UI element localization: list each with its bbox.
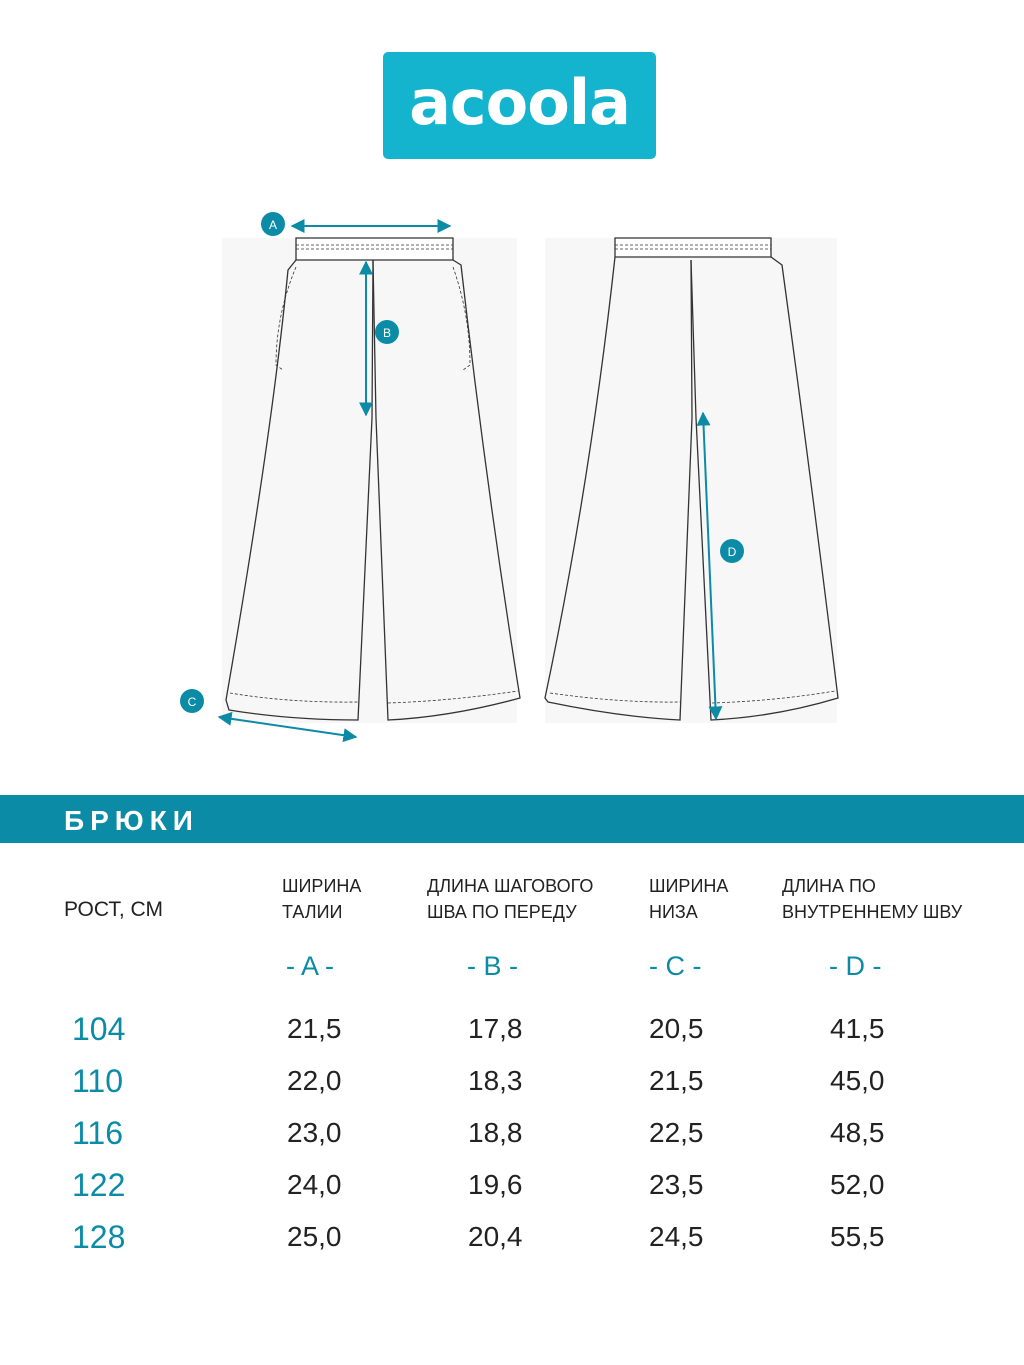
col-letter-a: - A - xyxy=(286,951,335,981)
table-row-height: 122 xyxy=(72,1167,126,1203)
col-header-a xyxy=(282,873,361,925)
marker-b xyxy=(375,320,399,344)
section-band xyxy=(0,795,1024,843)
table-cell: 52,0 xyxy=(830,1169,885,1200)
brand-logo-text: acoola xyxy=(409,66,630,139)
col-letter-c: - C - xyxy=(649,951,702,981)
table-row-height: 110 xyxy=(72,1063,124,1099)
col-header-d xyxy=(782,873,962,925)
table-cell: 17,8 xyxy=(468,1013,523,1044)
table-cell: 24,5 xyxy=(649,1221,704,1252)
brand-logo xyxy=(383,52,656,159)
table-cell: 23,0 xyxy=(287,1117,342,1148)
table-cell: 45,0 xyxy=(830,1065,885,1096)
marker-c xyxy=(180,689,204,713)
col-header-a-line2: ТАЛИИ xyxy=(282,902,343,922)
col-header-c xyxy=(649,873,728,925)
table-cell: 23,5 xyxy=(649,1169,704,1200)
table-cell: 21,5 xyxy=(649,1065,704,1096)
col-header-d-line2: ВНУТРЕННЕМУ ШВУ xyxy=(782,902,963,922)
col-letter-d: - D - xyxy=(829,951,882,981)
col-header-b-line2: ШВА ПО ПЕРЕДУ xyxy=(427,902,577,922)
marker-d xyxy=(720,539,744,563)
table-cell: 22,0 xyxy=(287,1065,342,1096)
col-header-b-line1: ДЛИНА ШАГОВОГО xyxy=(427,876,594,896)
table-cell: 18,8 xyxy=(468,1117,523,1148)
table-row-height: 128 xyxy=(72,1219,126,1255)
marker-a-label: A xyxy=(268,218,278,232)
section-title: БРЮКИ xyxy=(64,805,199,836)
table-cell: 19,6 xyxy=(468,1169,523,1200)
table-cell: 24,0 xyxy=(287,1169,342,1200)
table-row-height: 104 xyxy=(72,1011,126,1047)
table-cell: 20,5 xyxy=(649,1013,704,1044)
table-cell: 25,0 xyxy=(287,1221,342,1252)
col-header-c-line2: НИЗА xyxy=(649,902,698,922)
table-cell: 20,4 xyxy=(468,1221,523,1252)
col-header-a-line1: ШИРИНА xyxy=(282,876,362,896)
table-cell: 21,5 xyxy=(287,1013,342,1044)
table-cell: 22,5 xyxy=(649,1117,704,1148)
marker-b-label: B xyxy=(382,326,392,340)
marker-d-label: D xyxy=(727,545,737,559)
table-cell: 41,5 xyxy=(830,1013,885,1044)
col-header-c-line1: ШИРИНА xyxy=(649,876,729,896)
table-cell: 48,5 xyxy=(830,1117,885,1148)
table-cell: 18,3 xyxy=(468,1065,523,1096)
marker-a xyxy=(261,212,285,236)
col-header-d-line1: ДЛИНА ПО xyxy=(782,876,876,896)
table-cell: 55,5 xyxy=(830,1221,885,1252)
row-header-height: РОСТ, СМ xyxy=(64,898,163,921)
col-letter-b: - B - xyxy=(467,951,518,981)
table-row-height: 116 xyxy=(72,1115,124,1151)
marker-c-label: C xyxy=(187,695,197,709)
pants-measurement-diagram xyxy=(0,205,1024,750)
col-header-b xyxy=(427,873,593,925)
